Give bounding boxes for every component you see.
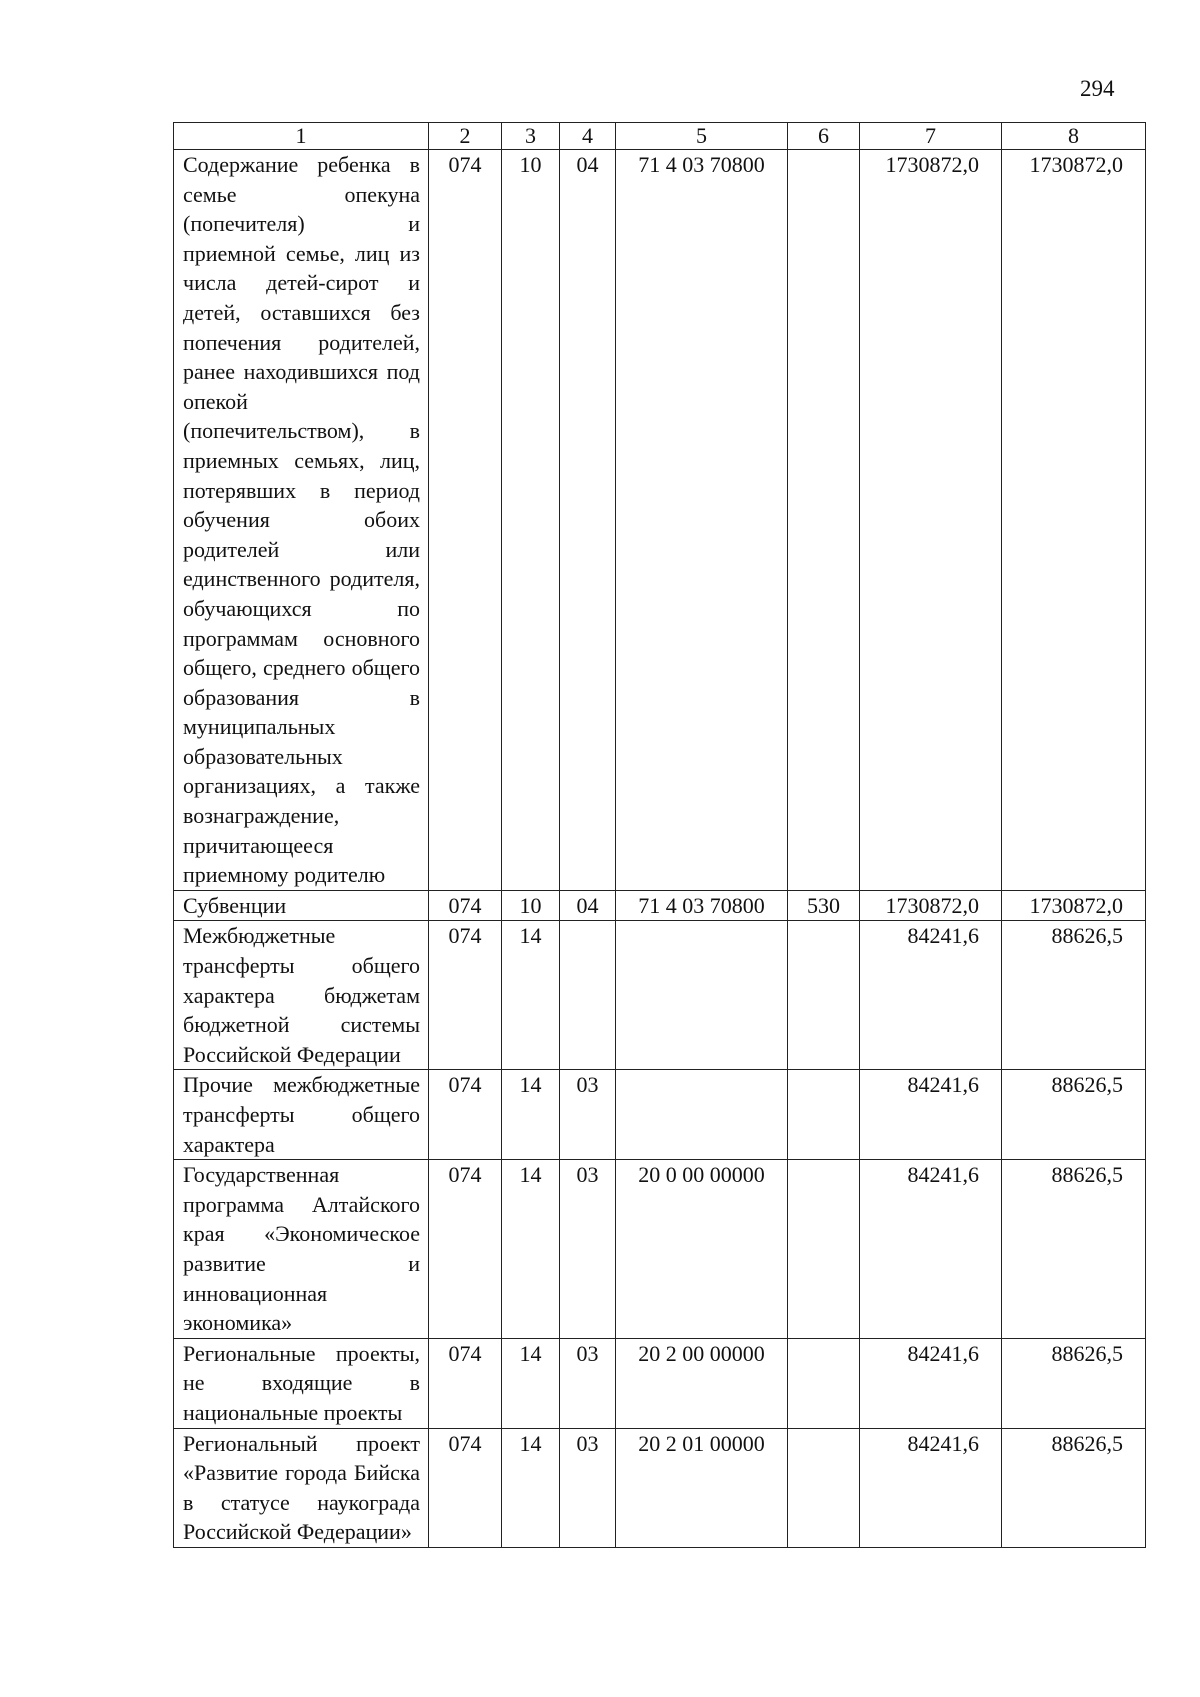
- cell-expense-type: [788, 150, 860, 891]
- cell-target-article: 20 2 00 00000: [616, 1338, 788, 1428]
- table-row: [174, 150, 1146, 891]
- row-name: Прочие межбюджетные трансферты общего характера: [174, 1070, 429, 1160]
- header-cell: 1: [174, 123, 429, 150]
- header-row: [174, 123, 1146, 150]
- cell-target-article: 71 4 03 70800: [616, 150, 788, 891]
- row-name: Региональные проекты, не входящие в национальные проекты: [174, 1338, 429, 1428]
- header-cell: 4: [560, 123, 616, 150]
- cell-admin-code: 074: [429, 890, 502, 921]
- cell-amount-2: 88626,5: [1002, 1338, 1146, 1428]
- cell-section: 10: [502, 890, 560, 921]
- cell-subsection: 04: [560, 890, 616, 921]
- cell-admin-code: 074: [429, 150, 502, 891]
- cell-section: 10: [502, 150, 560, 891]
- cell-subsection: 03: [560, 1428, 616, 1547]
- row-name: Межбюджетные трансферты общего характера бюджетам бюджетной системы Российской Федерации: [174, 921, 429, 1070]
- cell-section: 14: [502, 1160, 560, 1339]
- cell-subsection: 03: [560, 1338, 616, 1428]
- cell-subsection: 03: [560, 1160, 616, 1339]
- cell-admin-code: 074: [429, 1160, 502, 1339]
- cell-amount-2: 88626,5: [1002, 1160, 1146, 1339]
- cell-amount-2: 1730872,0: [1002, 890, 1146, 921]
- cell-expense-type: 530: [788, 890, 860, 921]
- cell-amount-1: 84241,6: [860, 1160, 1002, 1339]
- row-name: Государственная программа Алтайского края «Экономическое развитие и инновационная экономика»: [174, 1160, 429, 1339]
- cell-target-article: 71 4 03 70800: [616, 890, 788, 921]
- cell-admin-code: 074: [429, 1338, 502, 1428]
- cell-expense-type: [788, 921, 860, 1070]
- cell-target-article: 20 0 00 00000: [616, 1160, 788, 1339]
- cell-target-article: [616, 921, 788, 1070]
- cell-amount-1: 84241,6: [860, 1428, 1002, 1547]
- header-cell: 8: [1002, 123, 1146, 150]
- header-cell: 7: [860, 123, 1002, 150]
- cell-section: 14: [502, 921, 560, 1070]
- header-cell: 6: [788, 123, 860, 150]
- cell-section: 14: [502, 1070, 560, 1160]
- cell-section: 14: [502, 1428, 560, 1547]
- cell-subsection: [560, 921, 616, 1070]
- cell-expense-type: [788, 1428, 860, 1547]
- cell-subsection: 04: [560, 150, 616, 891]
- table-row: [174, 1428, 1146, 1547]
- cell-admin-code: 074: [429, 921, 502, 1070]
- table-row: [174, 1070, 1146, 1160]
- cell-amount-2: 1730872,0: [1002, 150, 1146, 891]
- page-number: 294: [1080, 76, 1115, 101]
- cell-amount-1: 84241,6: [860, 1338, 1002, 1428]
- cell-admin-code: 074: [429, 1428, 502, 1547]
- cell-section: 14: [502, 1338, 560, 1428]
- cell-target-article: [616, 1070, 788, 1160]
- cell-amount-2: 88626,5: [1002, 1070, 1146, 1160]
- row-name: Содержание ребенка в семье опекуна (попечителя) и приемной семье, лиц из числа детей-сирот и детей, оставшихся без попечения родителей, ранее находившихся под опекой (попечительством), в приемных семьях, лиц, потерявших в период обучения обоих родителей или единственного родителя, обучающихся по программам основного общего, среднего общего образования в муниципальных образовательных организациях, а также вознаграждение, причитающееся приемному родителю: [174, 150, 429, 891]
- cell-amount-2: 88626,5: [1002, 1428, 1146, 1547]
- cell-amount-1: 84241,6: [860, 1070, 1002, 1160]
- cell-target-article: 20 2 01 00000: [616, 1428, 788, 1547]
- cell-amount-1: 84241,6: [860, 921, 1002, 1070]
- cell-subsection: 03: [560, 1070, 616, 1160]
- table-row: [174, 1160, 1146, 1339]
- table-row: [174, 890, 1146, 921]
- cell-amount-1: 1730872,0: [860, 890, 1002, 921]
- row-name: Региональный проект «Развитие города Бийска в статусе наукограда Российской Федерации»: [174, 1428, 429, 1547]
- cell-expense-type: [788, 1070, 860, 1160]
- cell-expense-type: [788, 1160, 860, 1339]
- cell-admin-code: 074: [429, 1070, 502, 1160]
- header-cell: 2: [429, 123, 502, 150]
- table-row: [174, 1338, 1146, 1428]
- table-row: [174, 921, 1146, 1070]
- row-name: Субвенции: [174, 890, 429, 921]
- budget-table: [173, 122, 1146, 1548]
- cell-amount-1: 1730872,0: [860, 150, 1002, 891]
- header-cell: 3: [502, 123, 560, 150]
- header-cell: 5: [616, 123, 788, 150]
- cell-amount-2: 88626,5: [1002, 921, 1146, 1070]
- cell-expense-type: [788, 1338, 860, 1428]
